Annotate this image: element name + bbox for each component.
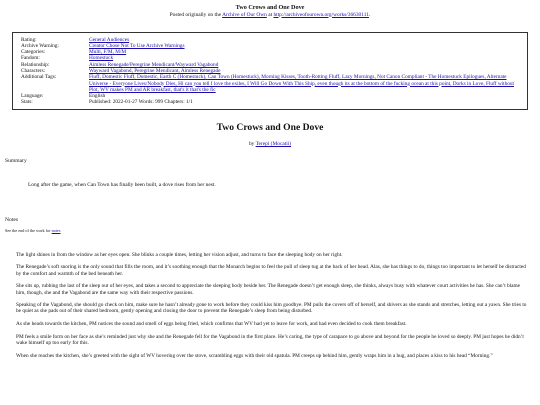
meta-value: English [89,93,106,100]
meta-tag-link[interactable]: , F/M [101,49,113,55]
meta-tag-link[interactable]: , Earth C (Homestuck) [157,74,205,80]
meta-tag-link[interactable]: General Audiences [89,36,130,43]
meta-tag-link[interactable]: Creator Chose Not To Use Archive Warnings [89,42,185,49]
posted-period: . [368,11,371,18]
meta-tag-link[interactable]: , Peregrine Mendicant [132,68,179,74]
meta-tag-link[interactable]: Homestuck [89,55,114,62]
body-paragraph: As she heads towards the kitchen, PM notices the sound and smell of eggs being fried, which confirms that WV had yet to leave for work, and had even decided to cook them breakfast. [16,321,407,328]
meta-row [21,74,521,93]
meta-tag-link[interactable]: , WV makes PM and AR breakfast [98,87,171,93]
meta-value: Published: 2022-01-27 Words: 999 Chapters: 1/1 [89,99,193,106]
meta-tag-link[interactable]: , I Will Go Down With This Ship [245,81,315,87]
posted-line [0,12,540,19]
notes-pointer [5,228,540,233]
archive-link[interactable]: Archive of Our Own [222,11,267,18]
meta-tag-link[interactable]: , Hi can you tell I love the exiles [176,81,245,87]
page-header [0,0,540,19]
work-title: Two Crows and One Dove [216,121,324,133]
work-url-link[interactable]: http://archiveofourown.org/works/36630111 [273,11,369,18]
body-paragraph: When she reaches the kitchen, she’s greeted with the sight of WV hovering over the stove, scrambling eggs with their old spatula. PM creeps up behind him, gently wraps him in a hug, and places a kiss to his head “Morning.” [16,352,493,359]
meta-tag-link[interactable]: Fluff [89,74,100,81]
meta-tag-link[interactable]: , Not Canon Compliant - The Homestuck Epilogues [374,74,484,80]
meta-tag-link[interactable]: , Domestic [134,74,157,80]
meta-tag-link[interactable]: , that's it that's the fic [171,87,216,93]
meta-key: Language: [21,93,44,100]
meta-tag-link[interactable]: , even though its at the bottom of the fucking ocean at this point [315,81,450,87]
summary-text: Long after the game, when Can Town has finally been built, a dove rises from her nest. [28,181,216,188]
meta-tag-link[interactable]: , Morning Kisses [259,74,295,80]
meta-key: Archive Warning: [21,42,59,49]
header-title: Two Crows and One Dove [235,4,305,11]
body-paragraph: Speaking of the Vagabond, she should go check on him, make sure he hasn’t already gone to work before they could kiss him goodbye. PM pulls the covers off of herself, and shivers as she stands and stretches, letting out a yawn. She tries to be quiet as she pads out of their shared bedroom, gently opening and closing the door to prevent the Renegade’s sleep from being disturbed. [16,302,527,315]
meta-tag-link[interactable]: , Dorks in Love [450,81,483,87]
meta-key: Additional Tags: [21,74,57,81]
meta-table [21,37,521,106]
meta-tag-link[interactable]: , Can Town (Homestuck) [205,74,258,80]
meta-tag-link[interactable]: , Alternate Universe - Everyone Lives/Nobody Dies [89,74,507,86]
posted-prefix: Posted originally on the [169,11,222,18]
meta-row [21,99,521,105]
notes-pointer-prefix: See the end of the work for [5,227,51,233]
meta-tag-link[interactable]: , Tooth-Rotting Fluff [295,74,339,80]
meta-key: Categories: [21,49,46,56]
author-link[interactable]: Terepi (Mocatii) [255,140,292,147]
body-paragraph: The Renegade’s soft snoring is the only sound that fills the room, and it’s soothing enough that the Monarch begins to feel the pull of sleep tug at the back of her head. Alas, she has things to do, things too important to let herself be distracted by the comfort and warmth of the bed beneath her. [16,264,526,277]
meta-key: Fandom: [21,55,40,62]
end-notes-link[interactable]: notes [51,227,61,233]
meta-tag-link[interactable]: Multi [89,49,101,56]
notes-heading: Notes [5,216,19,223]
meta-tag-link[interactable]: , Aimless Renegade [179,68,221,74]
byline-by: by [248,140,255,147]
summary-heading: Summary [5,157,27,164]
meta-tag-link[interactable]: , Domestic Fluff [100,74,135,80]
meta-tag-link[interactable]: Wayward Vagabond [89,67,132,74]
posted-at: at [268,11,273,18]
work-body [16,252,527,359]
meta-tag-link[interactable]: , Lazy Mornings [339,74,374,80]
meta-key: Stats: [21,99,33,106]
work-meta-box [12,32,528,110]
meta-key: Relationship: [21,61,50,68]
meta-values [89,74,521,93]
body-paragraph: The light shines in from the window as her eyes open. She blinks a couple times, letting her vision adjust, and turns to face the sleeping body on her right. [16,251,343,258]
meta-tag-link[interactable]: , Fluff without Plot [89,81,514,93]
byline [0,141,540,147]
meta-tag-link[interactable]: Aimless Renegade/Peregrine Mendicant/Wayward Vagabond [89,61,219,68]
body-paragraph: PM feels a smile form on her face as she’s reminded just why she and the Renegade fell for the Vagabond in the first place. He’s caring, the type of carapace to go above and beyond for the people he loved so deeply. PM just hopes he didn’t wake himself up too early for this. [16,333,524,346]
meta-values [89,99,521,105]
meta-tag-link[interactable]: , M/M [113,49,127,55]
meta-key: Characters: [21,67,46,74]
meta-key: Rating: [21,36,37,43]
body-paragraph: She sits up, rubbing the last of the sleep out of her eyes, and takes a second to appreciate the sleeping body beside her. The Renegade doesn’t get enough sleep, she thinks, always busy with whatever court activities he has. She can’t blame him, though, she and the Vagabond are the same way with their respective passions. [16,283,520,296]
